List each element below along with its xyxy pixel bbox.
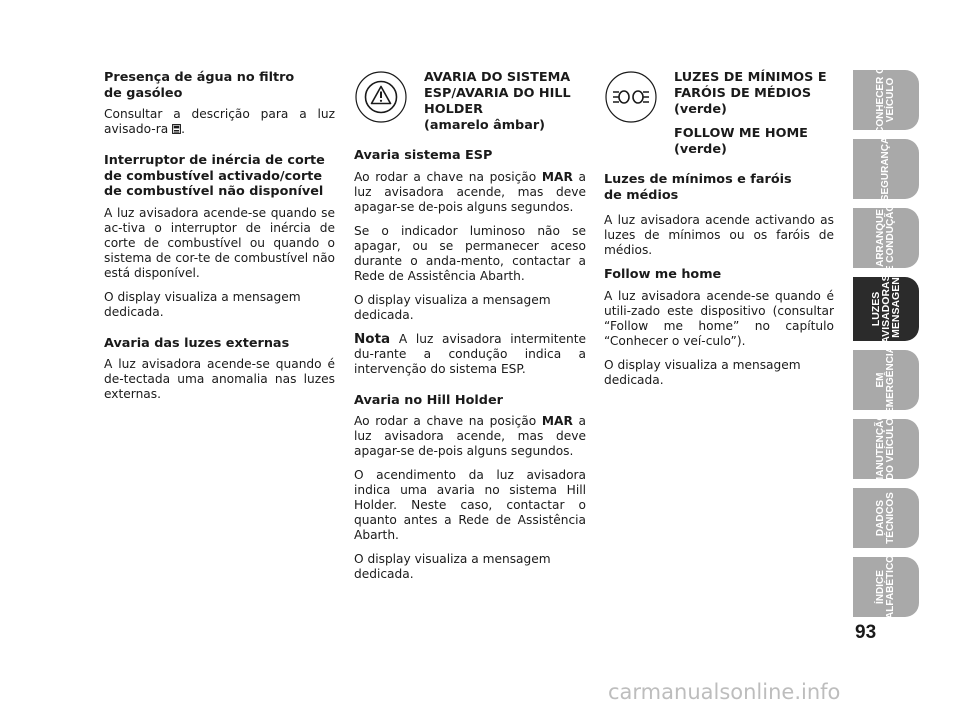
heading-hill-holder-fault: Avaria no Hill Holder <box>354 392 503 408</box>
esp-color: (amarelo âmbar) <box>424 118 546 133</box>
tab-em-emergencia[interactable]: EM EMERGÊNCIA <box>853 350 919 410</box>
heading-external-lights-fault: Avaria das luzes externas <box>104 335 290 351</box>
lights-color: (verde) <box>674 102 727 117</box>
heading-inertia-switch: Interruptor de inércia de corte de combustível activado/corte de combustível não disponível <box>104 153 325 199</box>
tab-indice-alfabetico[interactable]: ÍNDICE ALFABÉTICO <box>853 557 919 617</box>
lights-header <box>604 70 834 158</box>
paragraph-esp-key: Ao rodar a chave na posição MAR a luz avisadora acende, mas deve apagar-se de-pois alguns segundos. <box>354 169 587 214</box>
heading-water-in-filter: Presença de água no filtro de gasóleo <box>104 70 295 101</box>
tab-dados-tecnicos[interactable]: DADOS TÉCNICOS <box>853 488 919 548</box>
paragraph-external-lights-fault: A luz avisadora acende-se quando é de-tectada uma anomalia nas luzes externas. <box>104 357 335 401</box>
page-number: 93 <box>855 622 877 643</box>
warning-triangle-lamp-icon <box>352 70 414 132</box>
paragraph-display-message-3: O display visualiza a mensagem dedicada. <box>354 552 551 581</box>
paragraph-follow-me-home: A luz avisadora acende-se quando é utili-zado este dispositivo (consultar “Follow me home” no capítulo “Conhecer o veí-culo”). <box>604 288 834 348</box>
paragraph-display-message-2: O display visualiza a mensagem dedicada. <box>354 292 551 322</box>
paragraph-note: Nota A luz avisadora intermitente du-rante a condução indica a intervenção do sistema ESP. <box>354 330 586 376</box>
lights-title: LUZES DE MÍNIMOS E FARÓIS DE MÉDIOS <box>674 70 827 101</box>
paragraph-inertia-switch: A luz avisadora acende-se quando se ac-tiva o interruptor de inércia de corte de combustível ou quando o sistema de cor-te de combustível não está disponível. <box>104 205 335 280</box>
paragraph-side-lights: A luz avisadora acende activando as luzes de mínimos ou os faróis de médios. <box>604 213 834 257</box>
paragraph-hill-holder-key: Ao rodar a chave na posição MAR a luz avisadora acende, mas deve apagar-se de-pois alguns segundos. <box>354 414 587 458</box>
esp-header <box>354 70 586 134</box>
paragraph-water-in-filter: Consultar a descrição para a luz avisado-ra . <box>104 107 335 136</box>
side-lights-lamp-icon <box>602 70 664 132</box>
tab-luzes-avisadoras[interactable]: LUZES AVISADORAS E MENSAGENS <box>853 277 919 341</box>
follow-me-color: (verde) <box>674 142 727 157</box>
tab-conhecer-veiculo[interactable]: CONHECER O VEÍCULO <box>853 70 919 130</box>
tab-arranque-conducao[interactable]: ARRANQUE E CONDUÇÃO <box>853 208 919 268</box>
column-middle <box>354 70 586 591</box>
paragraph-display-message-4: O display visualiza a mensagem dedicada. <box>604 357 801 387</box>
heading-esp-fault: Avaria sistema ESP <box>354 148 493 163</box>
tab-seguranca[interactable]: SEGURANÇA <box>853 139 919 199</box>
column-right <box>604 70 834 397</box>
heading-side-lights: Luzes de mínimos e faróis de médios <box>604 172 792 203</box>
heading-follow-me-home: Follow me home <box>604 267 722 282</box>
tab-manutencao-veiculo[interactable]: MANUTENÇÃO DO VEÍCULO <box>853 419 919 479</box>
esp-title: AVARIA DO SISTEMA ESP/AVARIA DO HILL HOLDER <box>424 70 571 117</box>
paragraph-display-message-1: O display visualiza a mensagem dedicada. <box>104 289 301 319</box>
paragraph-esp-persist: Se o indicador luminoso não se apagar, ou se permanecer aceso durante o anda-mento, contactar a Rede de Assistência Abarth. <box>354 223 586 283</box>
follow-me-title: FOLLOW ME HOME <box>674 126 808 141</box>
column-left <box>104 70 335 411</box>
watermark: carmanualsonline.info <box>608 680 841 704</box>
paragraph-hill-holder-fault: O acendimento da luz avisadora indica uma avaria no sistema Hill Holder. Neste caso, contactar o quanto antes a Rede de Assistência Abarth. <box>354 468 586 542</box>
fuel-filter-icon <box>172 123 181 133</box>
